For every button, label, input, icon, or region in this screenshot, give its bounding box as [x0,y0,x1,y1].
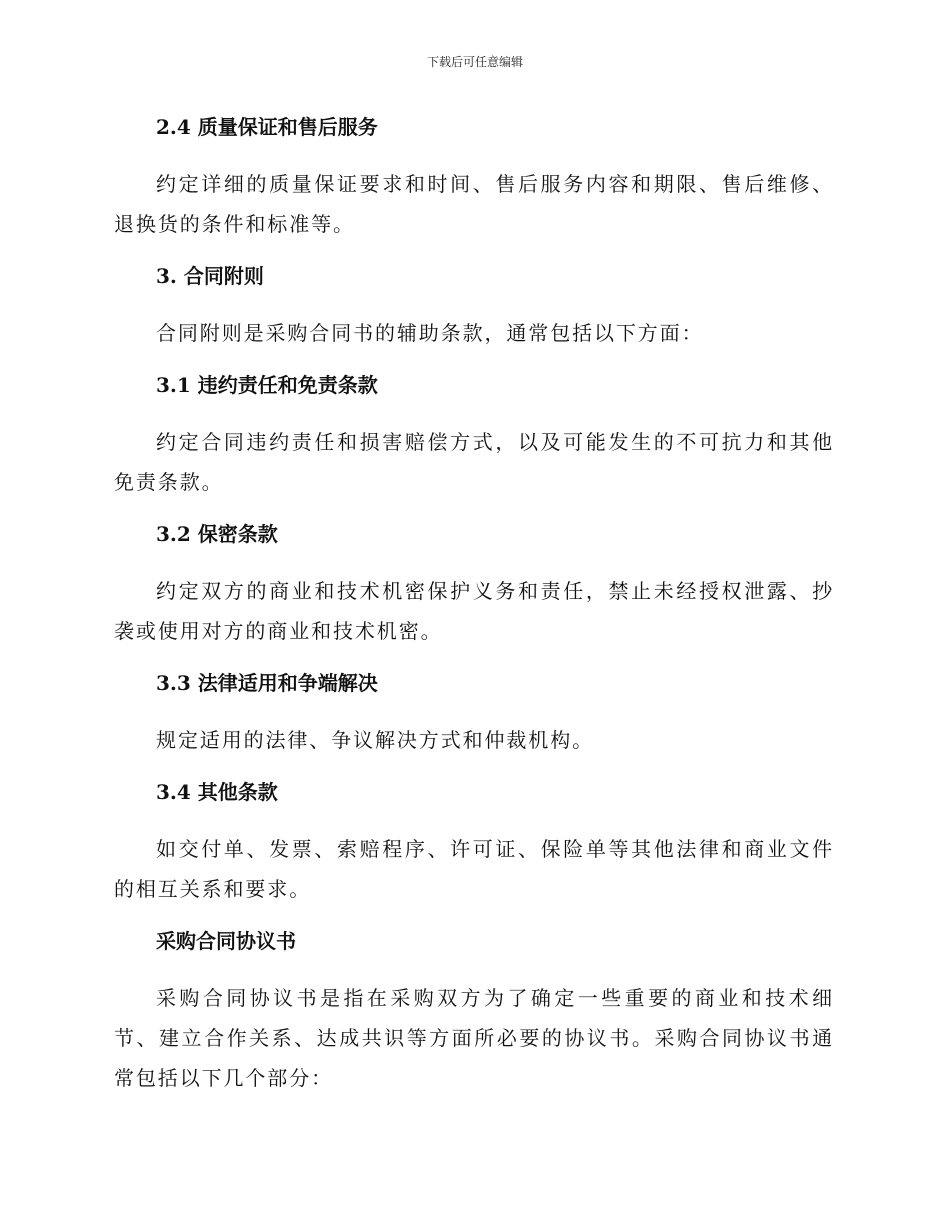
section-heading-3-4: 3.4 其他条款 [156,780,278,804]
section-heading-2-4: 2.4 质量保证和售后服务 [156,115,378,139]
page-header-note: 下载后可任意编辑 [426,55,523,69]
section-body-agreement: 采购合同协议书是指在采购双方为了确定一些重要的商业和技术细节、建立合作关系、达成共识等方面所必要的协议书。采购合同协议书通常包括以下几个部分： [114,986,834,1090]
section-body-3: 合同附则是采购合同书的辅助条款，通常包括以下方面： [156,321,704,345]
section-heading-3: 3. 合同附则 [156,264,264,288]
section-body-2-4: 约定详细的质量保证要求和时间、售后服务内容和期限、售后维修、退换货的条件和标准等。 [114,172,834,236]
section-heading-agreement: 采购合同协议书 [156,929,296,953]
section-body-3-4: 如交付单、发票、索赔程序、许可证、保险单等其他法律和商业文件的相互关系和要求。 [114,837,834,901]
section-heading-3-2: 3.2 保密条款 [156,522,278,546]
document-body [114,112,834,1098]
section-heading-3-1: 3.1 违约责任和免责条款 [156,373,378,397]
section-body-3-3: 规定适用的法律、争议解决方式和仲裁机构。 [156,728,594,752]
section-body-3-1: 约定合同违约责任和损害赔偿方式，以及可能发生的不可抗力和其他免责条款。 [114,430,834,494]
section-heading-3-3: 3.3 法律适用和争端解决 [156,671,378,695]
section-body-3-2: 约定双方的商业和技术机密保护义务和责任，禁止未经授权泄露、抄袭或使用对方的商业和技术机密。 [114,579,834,643]
